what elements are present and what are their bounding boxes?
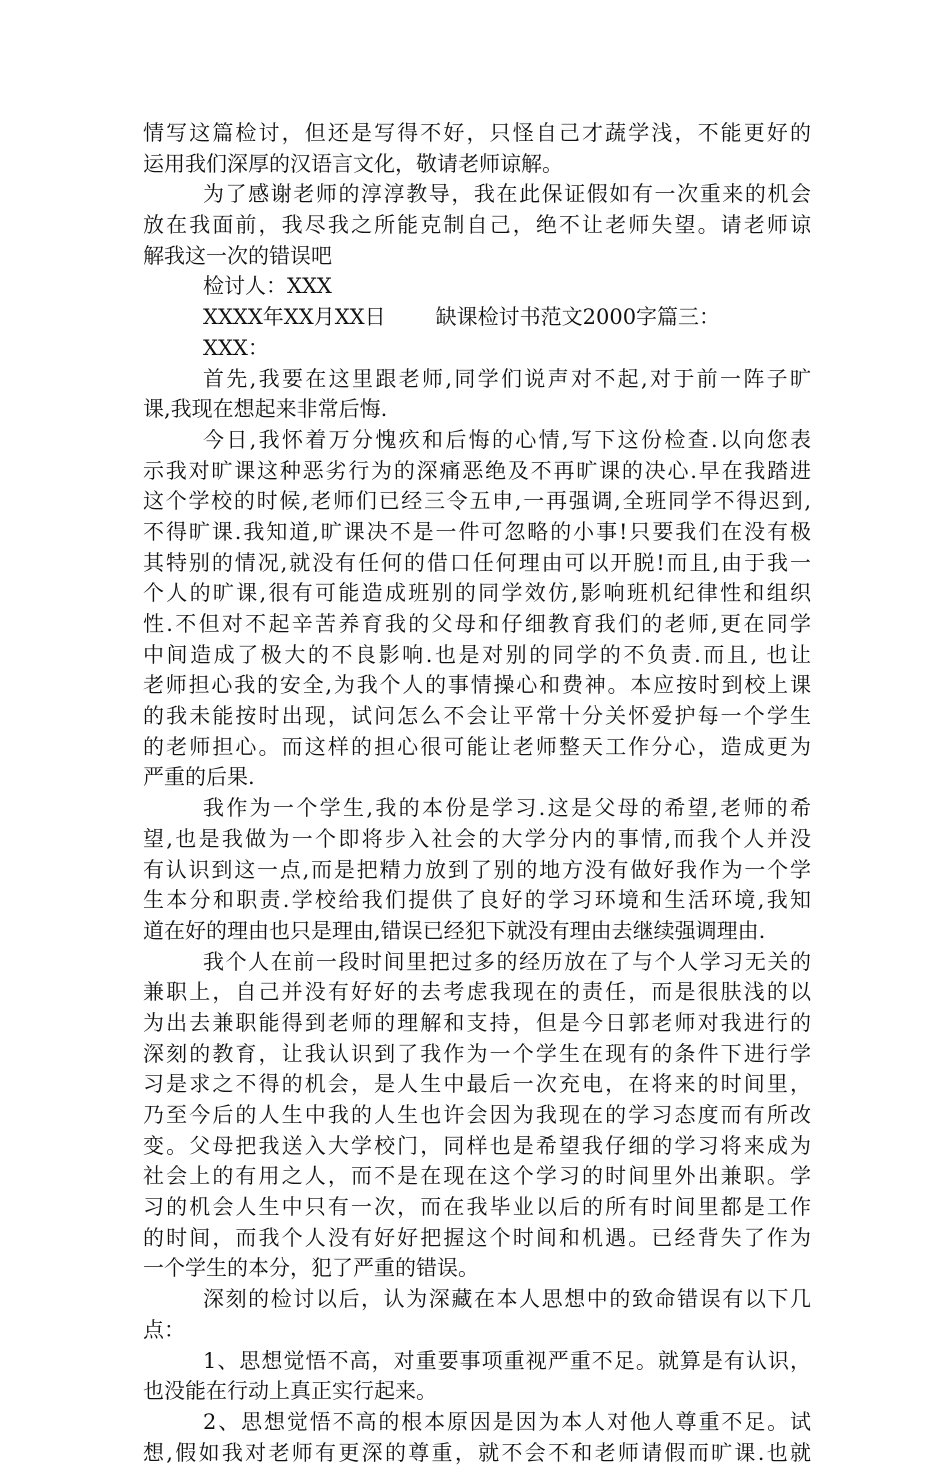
- text-line: [143, 701, 811, 732]
- text-line: [143, 456, 811, 487]
- line-text: 为了感谢老师的淳淳教导，我在此保证假如有一次重来的机会: [203, 182, 811, 207]
- text-line: [143, 885, 811, 916]
- line-text: 有认识到这一点,而是把精力放到了别的地方没有做好我作为一个学: [143, 857, 811, 882]
- text-line: [143, 364, 811, 395]
- text-line: [143, 1039, 811, 1070]
- text-line: [143, 1223, 811, 1254]
- line-text: 中间造成了极大的不良影响.也是对别的同学的不负责.而且, 也让: [143, 642, 811, 667]
- text-line: [143, 1192, 811, 1223]
- line-text: 道在好的理由也只是理由,错误已经犯下就没有理由去继续强调理由.: [143, 918, 766, 943]
- line-text: 的时间，而我个人没有好好把握这个时间和机遇。已经背失了作为: [143, 1225, 811, 1250]
- text-line: [143, 916, 811, 947]
- line-text: 乃至今后的人生中我的人生也许会因为我现在的学习态度而有所改: [143, 1103, 811, 1127]
- text-line: [143, 302, 811, 333]
- text-line: [143, 149, 811, 180]
- line-text: 放在我面前，我尽我之所能克制自己，绝不让老师失望。请老师谅: [143, 213, 811, 238]
- text-line: [143, 1100, 811, 1131]
- text-line: [143, 1407, 811, 1438]
- text-line: [143, 977, 811, 1008]
- line-text: 情写这篇检讨，但还是写得不好，只怪自己才蔬学浅，不能更好的: [143, 121, 811, 145]
- line-text: 性.不但对不起辛苦养育我的父母和仔细教育我们的老师,更在同学: [143, 612, 811, 636]
- line-text: 的我未能按时出现，试问怎么不会让平常十分关怀爱护每一个学生: [143, 704, 811, 729]
- line-text: 点：: [143, 1317, 185, 1342]
- text-line: [143, 118, 811, 149]
- text-line: [143, 1284, 811, 1315]
- text-line: [143, 762, 811, 793]
- line-text: 解我这一次的错误吧: [143, 243, 332, 268]
- text-line: [143, 425, 811, 456]
- line-text: XXXX年XX月XX日: [203, 305, 386, 330]
- text-line: [143, 793, 811, 824]
- text-line: [143, 640, 811, 671]
- line-text: 社会上的有用之人，而不是在现在这个学习的时间里外出兼职。学: [143, 1164, 811, 1189]
- line-text: 一个学生的本分，犯了严重的错误。: [143, 1256, 479, 1281]
- text-line: [143, 1315, 811, 1346]
- text-line: [143, 1069, 811, 1100]
- text-line: [143, 824, 811, 855]
- document-page: [143, 118, 811, 1468]
- line-text: 首先,我要在这里跟老师,同学们说声对不起,对于前一阵子旷: [203, 366, 811, 391]
- text-line: [143, 947, 811, 978]
- text-line: [143, 1376, 811, 1407]
- text-line: [143, 241, 811, 272]
- line-text: 今日,我怀着万分愧疚和后悔的心情,写下这份检查.以向您表: [203, 427, 811, 452]
- line-text: 我个人在前一段时间里把过多的经历放在了与个人学习无关的: [203, 949, 811, 974]
- line-text: 2、思想觉悟不高的根本原因是因为本人对他人尊重不足。试: [203, 1409, 811, 1434]
- text-line: [143, 670, 811, 701]
- line-text: 习是求之不得的机会，是人生中最后一次充电，在将来的时间里，: [143, 1072, 811, 1097]
- line-text: 这个学校的时候,老师们已经三令五申,一再强调,全班同学不得迟到,: [143, 489, 811, 514]
- section-heading: 缺课检讨书范文2000字篇三：: [435, 305, 721, 330]
- line-text: 望,也是我做为一个即将步入社会的大学分内的事情,而我个人并没: [143, 826, 811, 851]
- line-text: 个人的旷课,很有可能造成班别的同学效仿,影响班机纪律性和组织: [143, 581, 811, 606]
- line-text: 习的机会人生中只有一次，而在我毕业以后的所有时间里都是工作: [143, 1195, 811, 1220]
- line-text: 深刻的教育，让我认识到了我作为一个学生在现有的条件下进行学: [143, 1041, 811, 1066]
- line-text: 变。父母把我送入大学校门，同样也是希望我仔细的学习将来成为: [143, 1133, 811, 1158]
- line-text: 为出去兼职能得到老师的理解和支持，但是今日郭老师对我进行的: [143, 1010, 811, 1035]
- line-text: 生本分和职责.学校给我们提供了良好的学习环境和生活环境,我知: [143, 888, 811, 913]
- line-text: 运用我们深厚的汉语言文化，敬请老师谅解。: [143, 151, 563, 176]
- line-text: 1、思想觉悟不高，对重要事项重视严重不足。就算是有认识，: [203, 1348, 811, 1373]
- text-line: [143, 1161, 811, 1192]
- text-line: [143, 486, 811, 517]
- line-text: 课,我现在想起来非常后悔.: [143, 397, 388, 422]
- text-line: [143, 548, 811, 579]
- text-line: [143, 1253, 811, 1284]
- line-text: 兼职上，自己并没有好好的去考虑我现在的责任，而是很肤浅的以: [143, 980, 811, 1005]
- line-text: XXX：: [203, 335, 269, 360]
- text-line: [143, 179, 811, 210]
- line-text: 也没能在行动上真正实行起来。: [143, 1379, 437, 1404]
- text-line: [143, 1131, 811, 1162]
- line-text: 不得旷课.我知道,旷课决不是一件可忽略的小事!只要我们在没有极: [143, 519, 811, 544]
- text-line: [143, 1346, 811, 1377]
- text-line: [143, 333, 811, 364]
- line-text: 其特别的情况,就没有任何的借口任何理由可以开脱!而且,由于我一: [143, 550, 811, 575]
- line-text: 示我对旷课这种恶劣行为的深痛恶绝及不再旷课的决心.早在我踏进: [143, 458, 811, 483]
- line-text: 检讨人：XXX: [203, 274, 332, 299]
- text-line: [143, 1008, 811, 1039]
- text-line: [143, 210, 811, 241]
- text-line: [143, 517, 811, 548]
- text-line: [143, 855, 811, 886]
- line-text: 深刻的检讨以后，认为深藏在本人思想中的致命错误有以下几: [203, 1287, 811, 1312]
- line-text: 的老师担心。而这样的担心很可能让老师整天工作分心，造成更为: [143, 734, 811, 759]
- line-text: 我作为一个学生,我的本份是学习.这是父母的希望,老师的希: [203, 796, 811, 821]
- text-line: [143, 578, 811, 609]
- text-line: [143, 609, 811, 640]
- line-text: 严重的后果.: [143, 765, 255, 790]
- text-line: [143, 271, 811, 302]
- line-text: 想,假如我对老师有更深的尊重，就不会不和老师请假而旷课.也就: [143, 1440, 811, 1465]
- line-text: 老师担心我的安全,为我个人的事情操心和费神。本应按时到校上课: [143, 673, 811, 698]
- text-line: [143, 1438, 811, 1468]
- text-line: [143, 732, 811, 763]
- text-line: [143, 394, 811, 425]
